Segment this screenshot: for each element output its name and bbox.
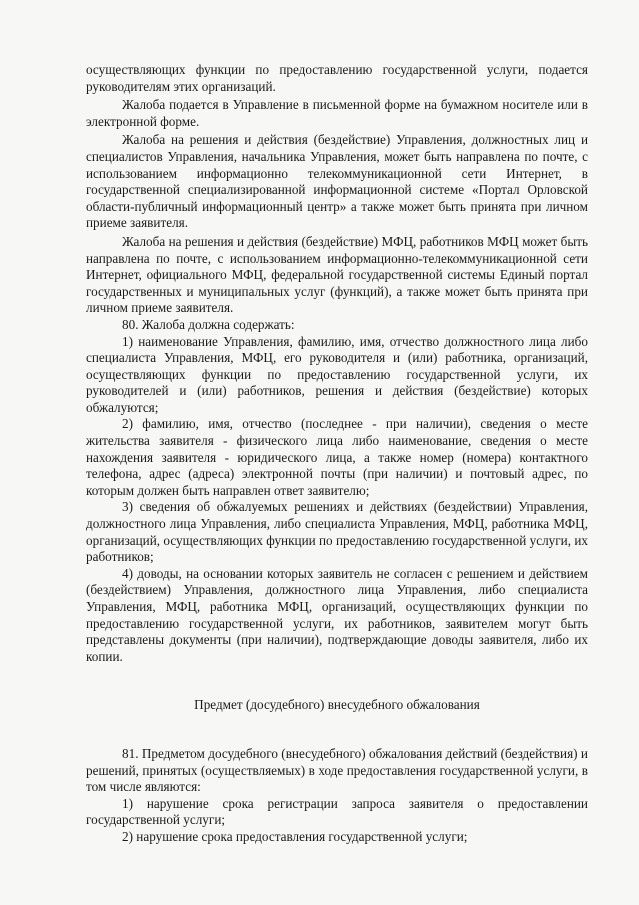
paragraph: 81. Предметом досудебного (внесудебного) обжалования действий (бездействия) и решений, принятых (осуществляемых) в ходе предоставления государственной услуги, в том числе являются: bbox=[86, 745, 588, 795]
paragraph: 1) наименование Управления, фамилию, имя, отчество должностного лица либо специалиста Управления, МФЦ, его руководителя и (или) работника, организаций, осуществляющих функции по предоставлению государственной услуги, их руководителей и (или) работников, решения и действия (бездействие) которых обжалуются; bbox=[86, 333, 588, 415]
paragraph: 2) фамилию, имя, отчество (последнее - при наличии), сведения о месте жительства заявителя - физического лица либо наименование, сведения о месте нахождения заявителя - юридического лица, а также номер (номера) контактного телефона, адрес (адреса) электронной почты (при наличии) и почтовый адрес, по которым должен быть направлен ответ заявителю; bbox=[86, 416, 588, 498]
paragraph: Жалоба на решения и действия (бездействие) МФЦ, работников МФЦ может быть направлена по почте, с использованием информационно-телекоммуникационной сети Интернет, официального МФЦ, федеральной государственной системы Единый портал государственных и муниципальных услуг (функций), а также может быть принята при личном приеме заявителя. bbox=[86, 233, 588, 316]
document-body bbox=[86, 62, 588, 846]
paragraph: Жалоба подается в Управление в письменной форме на бумажном носителе или в электронной форме. bbox=[86, 97, 588, 129]
paragraph: 2) нарушение срока предоставления государственной услуги; bbox=[122, 828, 468, 844]
paragraph: 4) доводы, на основании которых заявитель не согласен с решением и действием (бездействием) Управления, должностного лица Управления, либо специалиста Управления, МФЦ, работника МФЦ, организаций, осуществляющих функции по предоставлению государственной услуги, их работников, заявителем могут быть представлены документы (при наличии), подтверждающие доводы заявителя, либо их копии. bbox=[86, 565, 588, 664]
paragraph: осуществляющих функции по предоставлению государственной услуги, подается руководителям этих организаций. bbox=[86, 62, 588, 94]
paragraph: 3) сведения об обжалуемых решениях и действиях (бездействии) Управления, должностного лица Управления, либо специалиста Управления, МФЦ, работника МФЦ, организаций, осуществляющих функции по предоставлению государственной услуги, их работников; bbox=[86, 499, 588, 565]
paragraph: 80. Жалоба должна содержать: bbox=[122, 316, 295, 332]
paragraph: 1) нарушение срока регистрации запроса заявителя о предоставлении государственной услуги; bbox=[86, 795, 588, 828]
paragraph: Жалоба на решения и действия (бездействие) Управления, должностных лиц и специалистов Управления, начальника Управления, может быть направлена по почте, с использованием информационно телекоммуникационной сети Интернет, в государственной специализированной информационной системе «Портал Орловской области-публичный информационный центр» а также может быть принята при личном приеме заявителя. bbox=[86, 132, 588, 231]
section-heading: Предмет (досудебного) внесудебного обжалования bbox=[194, 697, 480, 713]
